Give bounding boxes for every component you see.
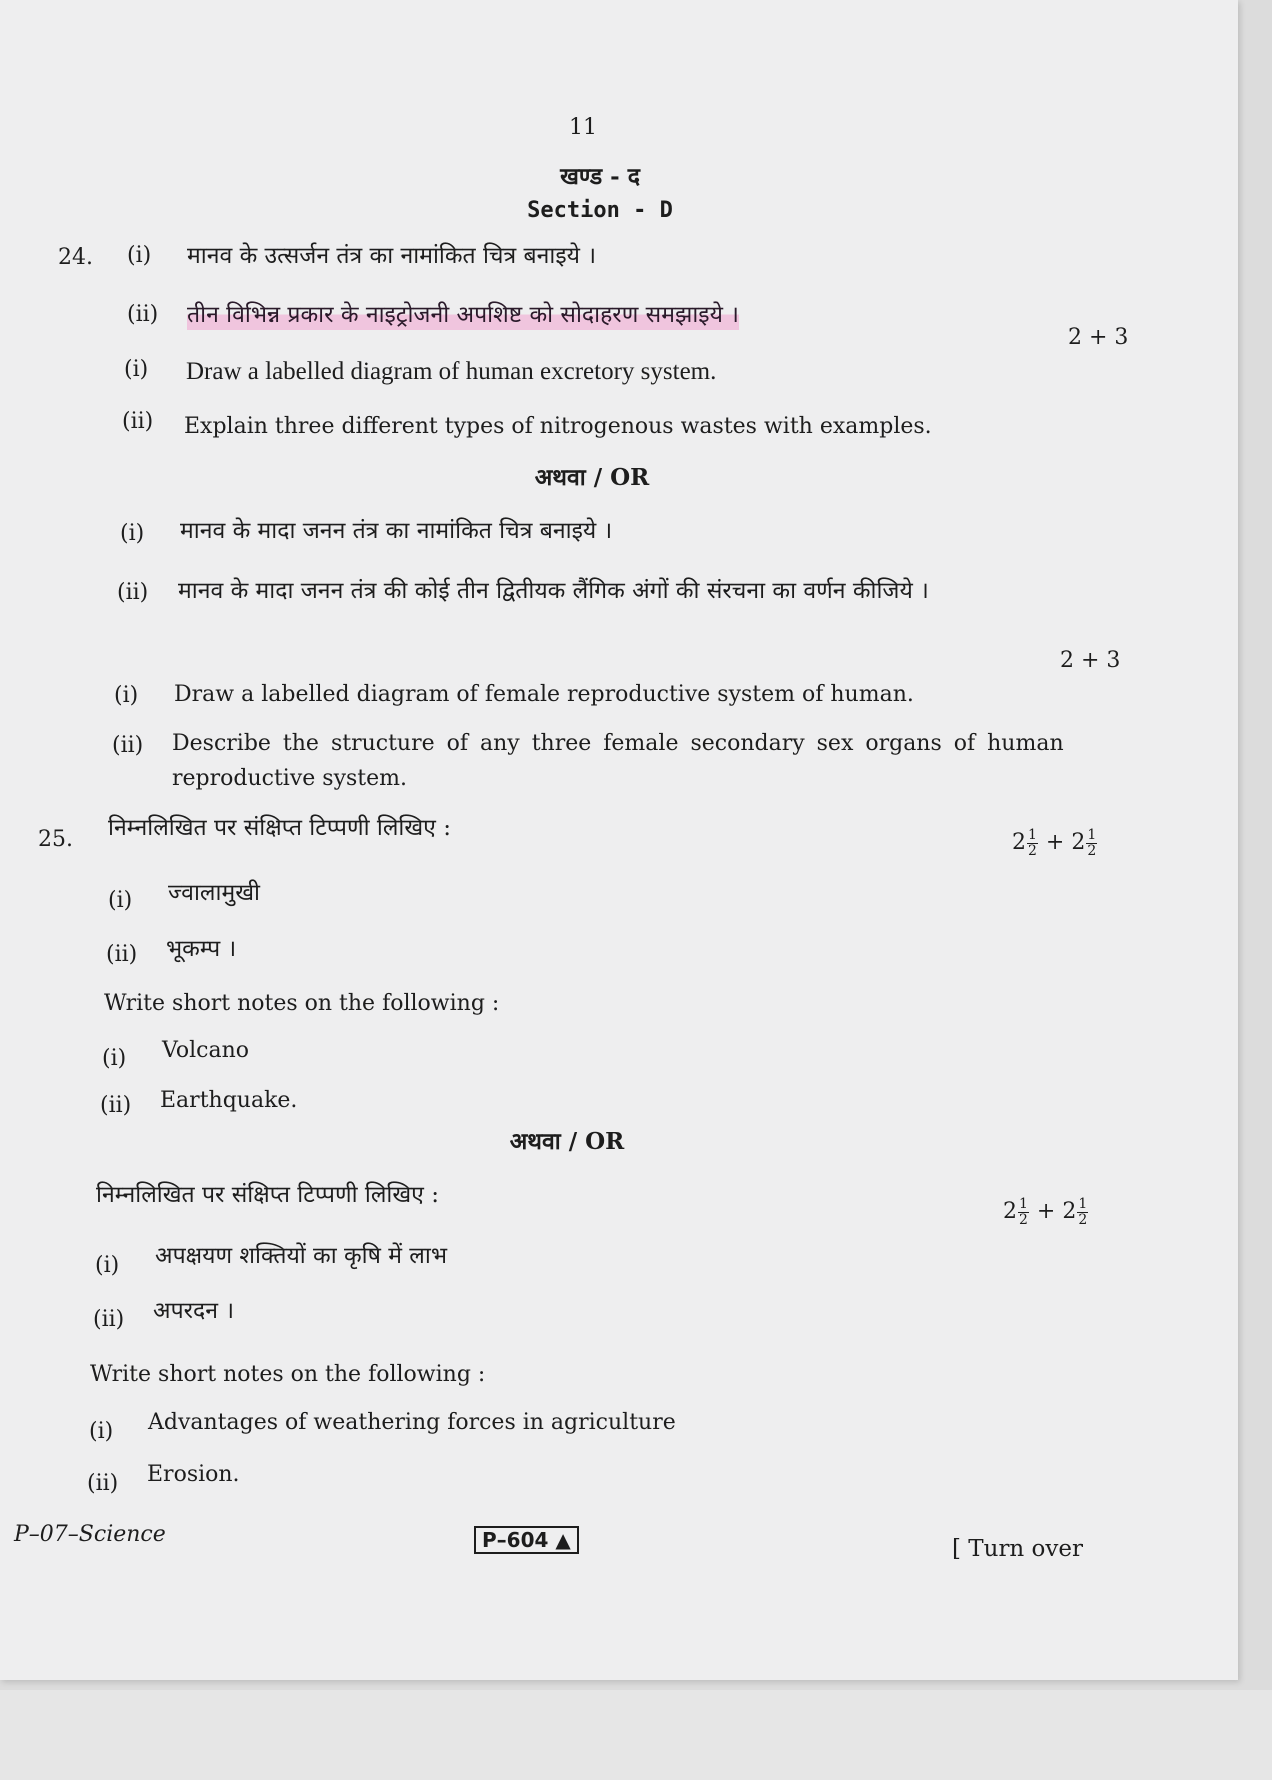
or-separator-25: अथवा / OR	[509, 1128, 625, 1155]
q25a-hi-prompt: निम्नलिखित पर संक्षिप्त टिप्पणी लिखिए :	[108, 815, 451, 841]
q25a-en-i-text: Volcano	[162, 1038, 250, 1063]
q25a-hi-ii-text: भूकम्प ।	[166, 936, 237, 962]
scan-background	[0, 1690, 1272, 1780]
q24a-marks: 2 + 3	[1068, 325, 1129, 350]
q24b-en-ii-line2: reproductive system.	[172, 766, 407, 791]
q25b-en-prompt: Write short notes on the following :	[90, 1362, 486, 1387]
q24b-en-ii-line1: Describe the structure of any three female secondary sex organs of human	[172, 731, 1064, 756]
q24a-en-i-label: (i)	[124, 357, 149, 382]
q25b-en-i-label: (i)	[89, 1419, 114, 1444]
footer-subject-code: P–07–Science	[14, 1522, 166, 1547]
q25a-en-prompt: Write short notes on the following :	[104, 991, 500, 1016]
q25a-hi-i-text: ज्वालामुखी	[168, 880, 260, 906]
q24b-marks: 2 + 3	[1060, 648, 1121, 673]
q25a-hi-i-label: (i)	[108, 888, 133, 913]
q24b-hi-ii-label: (ii)	[117, 580, 149, 605]
q25b-hi-ii-label: (ii)	[93, 1307, 125, 1332]
q25a-en-i-label: (i)	[102, 1046, 127, 1071]
q25b-en-ii-text: Erosion.	[147, 1462, 240, 1487]
footer-paper-code: P–604 ▲	[474, 1528, 579, 1554]
q24b-hi-ii-text: मानव के मादा जनन तंत्र की कोई तीन द्वितीयक लैंगिक अंगों की संरचना का वर्णन कीजिये ।	[178, 578, 929, 604]
q25b-hi-i-text: अपक्षयण शक्तियों का कृषि में लाभ	[155, 1243, 447, 1269]
q24a-hi-i-label: (i)	[127, 243, 152, 268]
q24a-hi-ii-text: तीन विभिन्न प्रकार के नाइट्रोजनी अपशिष्ट को सोदाहरण समझाइये ।	[187, 302, 739, 328]
page-number: 11	[569, 115, 597, 140]
q25b-marks: 2 $\frac{1}{2}$ + 2 $\frac{1}{2}$	[1003, 1196, 1088, 1228]
q24b-hi-i-label: (i)	[120, 521, 145, 546]
q24a-hi-i-text: मानव के उत्सर्जन तंत्र का नामांकित चित्र बनाइये ।	[187, 243, 597, 269]
q24a-en-ii-text: Explain three different types of nitrogenous wastes with examples.	[184, 414, 932, 439]
section-title-english: Section - D	[527, 198, 673, 223]
question-number-24: 24.	[58, 245, 93, 270]
q24a-hi-ii-label: (ii)	[127, 302, 159, 327]
q25a-marks: 2 $\frac{1}{2}$ + 2 $\frac{1}{2}$	[1012, 827, 1097, 859]
footer-turn-over: [ Turn over	[952, 1536, 1084, 1562]
or-separator-24: अथवा / OR	[534, 464, 650, 491]
q25b-en-i-text: Advantages of weathering forces in agriculture	[148, 1410, 676, 1435]
q25a-en-ii-label: (ii)	[100, 1093, 132, 1118]
section-title-hindi: खण्ड - द	[560, 163, 640, 190]
q24a-en-ii-label: (ii)	[122, 409, 154, 434]
q24b-hi-i-text: मानव के मादा जनन तंत्र का नामांकित चित्र बनाइये ।	[180, 518, 613, 544]
q25b-hi-i-label: (i)	[95, 1253, 120, 1278]
q25b-hi-prompt: निम्नलिखित पर संक्षिप्त टिप्पणी लिखिए :	[96, 1182, 439, 1208]
q25b-hi-ii-text: अपरदन ।	[153, 1298, 235, 1324]
q24b-en-i-label: (i)	[114, 683, 139, 708]
question-number-25: 25.	[38, 827, 73, 852]
q24b-en-i-text: Draw a labelled diagram of female reproductive system of human.	[174, 682, 914, 707]
q24b-en-ii-label: (ii)	[112, 733, 144, 758]
q25a-hi-ii-label: (ii)	[106, 942, 138, 967]
q25a-en-ii-text: Earthquake.	[160, 1088, 298, 1113]
q24a-en-i-text: Draw a labelled diagram of human excretory system.	[186, 358, 717, 385]
q25b-en-ii-label: (ii)	[87, 1471, 119, 1496]
